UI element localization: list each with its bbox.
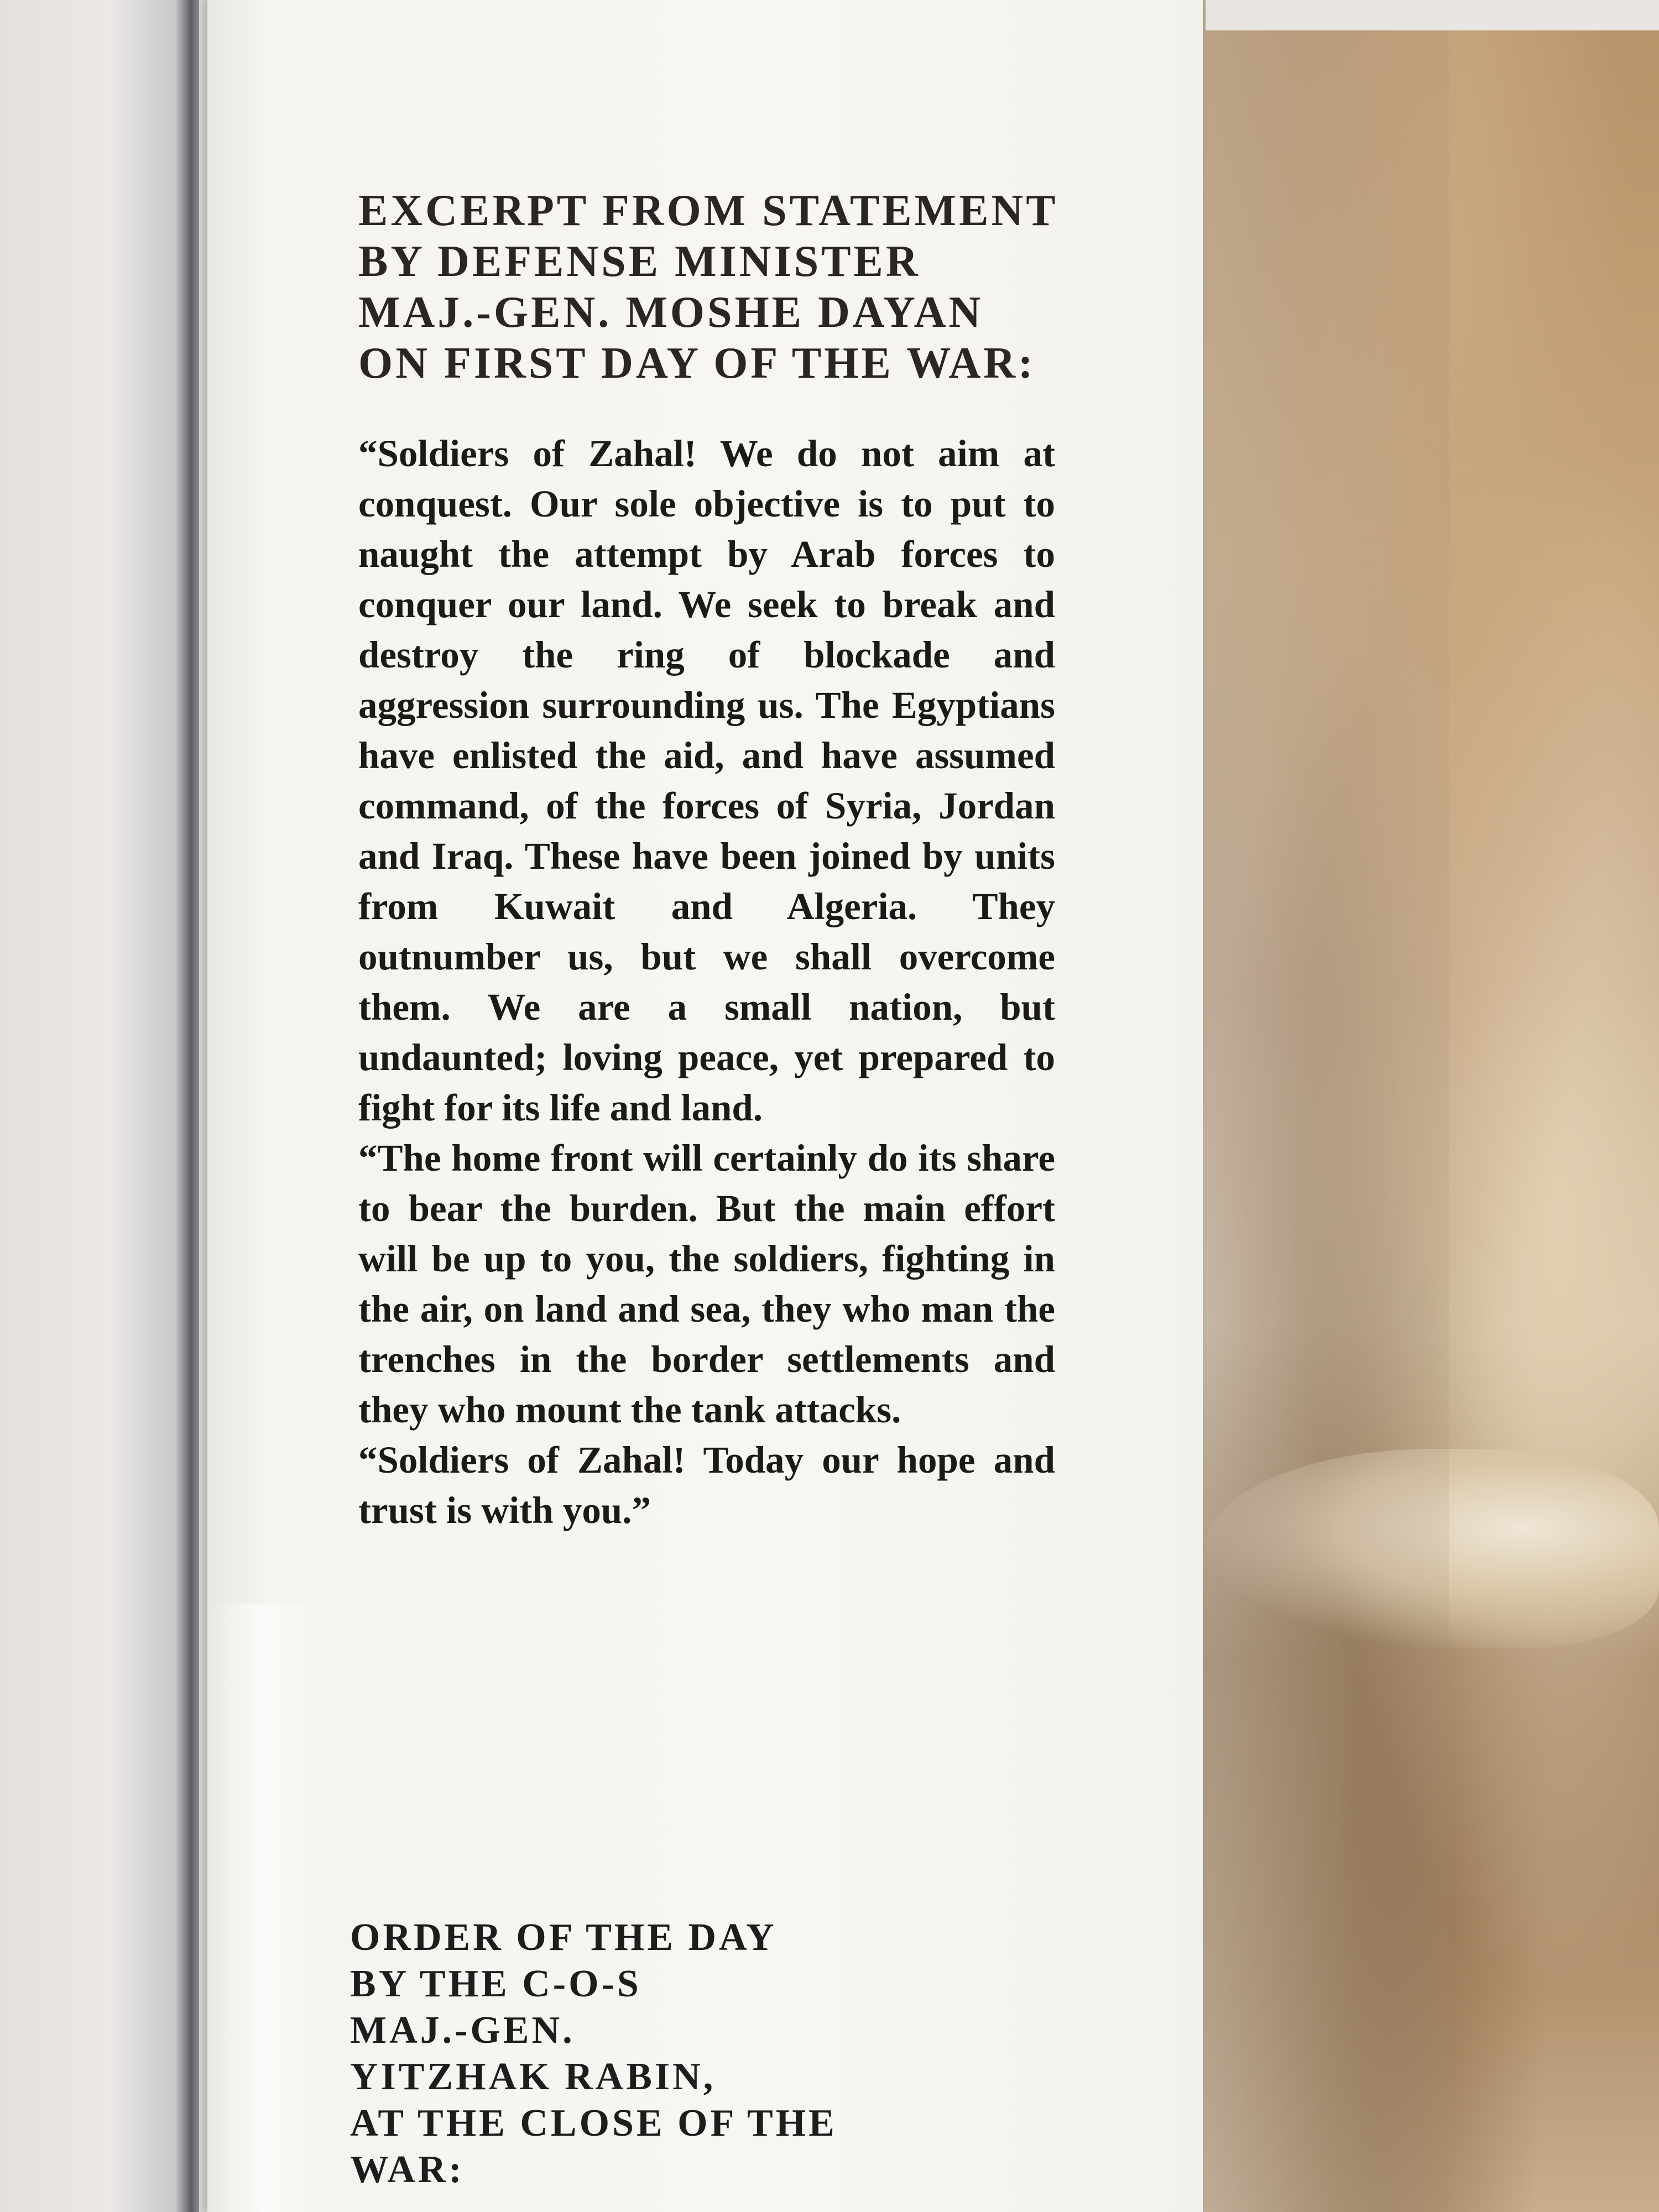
statement-quote [358,429,1055,1536]
heading-line: BY DEFENSE MINISTER [358,237,921,286]
paper-glare [207,1604,318,2212]
quote-paragraph: “Soldiers of Zahal! Today our hope and trust is with you.” [358,1439,1055,1531]
heading-line: ON FIRST DAY OF THE WAR: [358,339,1036,388]
order-line: AT THE CLOSE OF THE [350,2102,837,2145]
order-line: BY THE C-O-S [350,1963,641,2005]
order-line: MAJ.-GEN. [350,2009,575,2052]
left-page [0,0,199,2212]
statement-heading [358,185,1058,389]
photo-fold-shadow [1161,0,1449,2212]
heading-line: MAJ.-GEN. MOSHE DAYAN [358,288,984,337]
order-line: ORDER OF THE DAY [350,1916,777,1959]
top-edge [1206,0,1659,30]
order-heading [350,1914,1047,2193]
quote-paragraph: “Soldiers of Zahal! We do not aim at conquest. Our sole objective is to put to naught the attempt by Arab forces to conquer our land. We seek to break and destroy the ring of blockade and aggression surrounding us. The Egyptians have enlisted the aid, and have assumed command, of the forces of Syria, Jordan and Iraq. These have been joined by units from Kuwait and Algeria. They outnumber us, but we shall overcome them. We are a small nation, but undaunted; loving peace, yet prepared to fight for its life and land. [358,432,1055,1129]
order-line: WAR: [350,2148,465,2191]
order-line: YITZHAK RABIN, [350,2056,716,2098]
heading-line: EXCERPT FROM STATEMENT [358,186,1058,235]
quote-paragraph: “The home front will certainly do its share to bear the burden. But the main effort will be up to you, the soldiers, fighting in the air, on land and sea, they who man the trenches in the border settlements and they who mount the tank attacks. [358,1137,1055,1431]
